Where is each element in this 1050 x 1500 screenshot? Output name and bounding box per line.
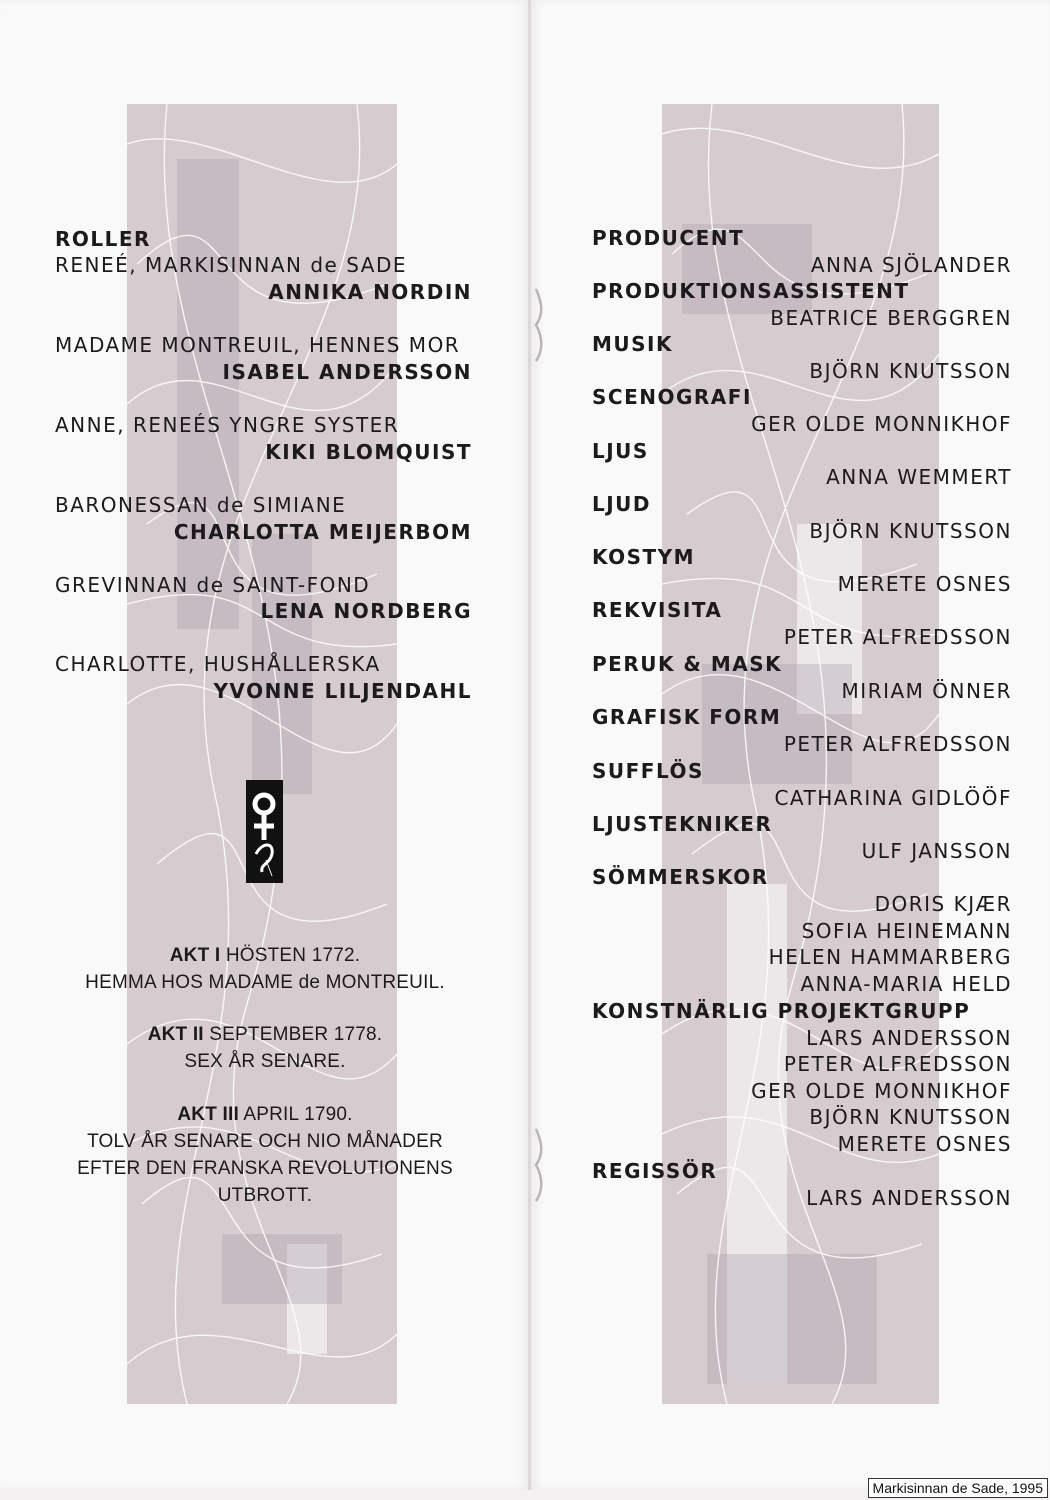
act-time: HÖSTEN 1772. — [225, 945, 361, 966]
act-description: EFTER DEN FRANSKA REVOLUTIONENS — [77, 1158, 453, 1179]
credit-name: PETER ALFREDSSON — [783, 1052, 1012, 1076]
act-description: TOLV ÅR SENARE OCH NIO MÅNADER — [87, 1131, 443, 1152]
credit-title: PERUK & MASK — [592, 652, 783, 676]
act-time: APRIL 1790. — [243, 1104, 353, 1125]
role-actor: ISABEL ANDERSSON — [222, 360, 472, 384]
credit-name: BJÖRN KNUTSSON — [809, 359, 1012, 383]
credit-name: MERETE OSNES — [837, 1132, 1012, 1156]
credit-name: PETER ALFREDSSON — [783, 732, 1012, 756]
credit-name: MERETE OSNES — [837, 572, 1012, 596]
credit-title: REGISSÖR — [592, 1159, 718, 1183]
credit-name: ANNA SJÖLANDER — [810, 253, 1012, 277]
credit-title: KOSTYM — [592, 545, 696, 569]
roles-heading: ROLLER — [55, 227, 151, 251]
role-actor: ANNIKA NORDIN — [268, 280, 472, 304]
staple-bottom — [533, 1125, 545, 1205]
credit-title: SÖMMERSKOR — [592, 865, 769, 889]
credit-title: LJUD — [592, 492, 652, 516]
credit-name: BEATRICE BERGGREN — [770, 306, 1012, 330]
credit-title: SCENOGRAFI — [592, 385, 752, 409]
credit-name: BJÖRN KNUTSSON — [809, 519, 1012, 543]
credit-title: SUFFLÖS — [592, 759, 704, 783]
image-caption: Markisinnan de Sade, 1995 — [868, 1478, 1048, 1498]
act-description: HEMMA HOS MADAME de MONTREUIL. — [85, 972, 445, 993]
act-label: AKT III — [177, 1104, 239, 1125]
credit-name: ULF JANSSON — [861, 839, 1012, 863]
role-actor: LENA NORDBERG — [260, 599, 472, 623]
act-time: SEPTEMBER 1778. — [209, 1024, 383, 1045]
credit-name: GER OLDE MONNIKHOF — [751, 412, 1012, 436]
credit-name: BJÖRN KNUTSSON — [809, 1105, 1012, 1129]
credit-title: PRODUKTIONSASSISTENT — [592, 279, 910, 303]
role-name: MADAME MONTREUIL, HENNES MOR — [55, 333, 461, 357]
act-2 — [40, 1021, 490, 1075]
role-name: GREVINNAN de SAINT-FOND — [55, 573, 371, 597]
credit-name: HELEN HAMMARBERG — [768, 945, 1012, 969]
credit-name: CATHARINA GIDLÖÖF — [774, 786, 1012, 810]
role-actor: KIKI BLOMQUIST — [265, 440, 472, 464]
role-name: BARONESSAN de SIMIANE — [55, 493, 347, 517]
credit-name: PETER ALFREDSSON — [783, 625, 1012, 649]
credit-name: SOFIA HEINEMANN — [801, 919, 1012, 943]
role-actor: CHARLOTTA MEIJERBOM — [173, 520, 472, 544]
act-description: UTBROTT. — [217, 1185, 313, 1206]
credit-name: DORIS KJÆR — [874, 892, 1012, 916]
role-name: RENEÉ, MARKISINNAN de SADE — [55, 253, 407, 277]
role-name: CHARLOTTE, HUSHÅLLERSKA — [55, 652, 381, 676]
act-label: AKT I — [169, 945, 221, 966]
credit-name: LARS ANDERSSON — [806, 1026, 1012, 1050]
staple-top — [533, 285, 545, 365]
act-3 — [40, 1101, 490, 1209]
credit-name: MIRIAM ÖNNER — [841, 679, 1012, 703]
credit-name: LARS ANDERSSON — [806, 1186, 1012, 1210]
venus-emblem-icon — [246, 780, 283, 883]
credit-name: GER OLDE MONNIKHOF — [751, 1079, 1012, 1103]
act-description: SEX ÅR SENARE. — [184, 1051, 346, 1072]
credit-title: MUSIK — [592, 332, 673, 356]
credit-title: LJUSTEKNIKER — [592, 812, 773, 836]
role-actor: YVONNE LILJENDAHL — [213, 679, 472, 703]
page-fold — [528, 0, 531, 1490]
credit-name: ANNA WEMMERT — [826, 465, 1012, 489]
credit-title: KONSTNÄRLIG PROJEKTGRUPP — [592, 999, 971, 1023]
role-name: ANNE, RENEÉS YNGRE SYSTER — [55, 413, 400, 437]
credit-name: ANNA-MARIA HELD — [800, 972, 1012, 996]
credit-title: REKVISITA — [592, 598, 723, 622]
act-1 — [40, 942, 490, 996]
credit-title: GRAFISK FORM — [592, 705, 782, 729]
act-label: AKT II — [147, 1024, 204, 1045]
credit-title: LJUS — [592, 439, 649, 463]
credit-title: PRODUCENT — [592, 226, 745, 250]
